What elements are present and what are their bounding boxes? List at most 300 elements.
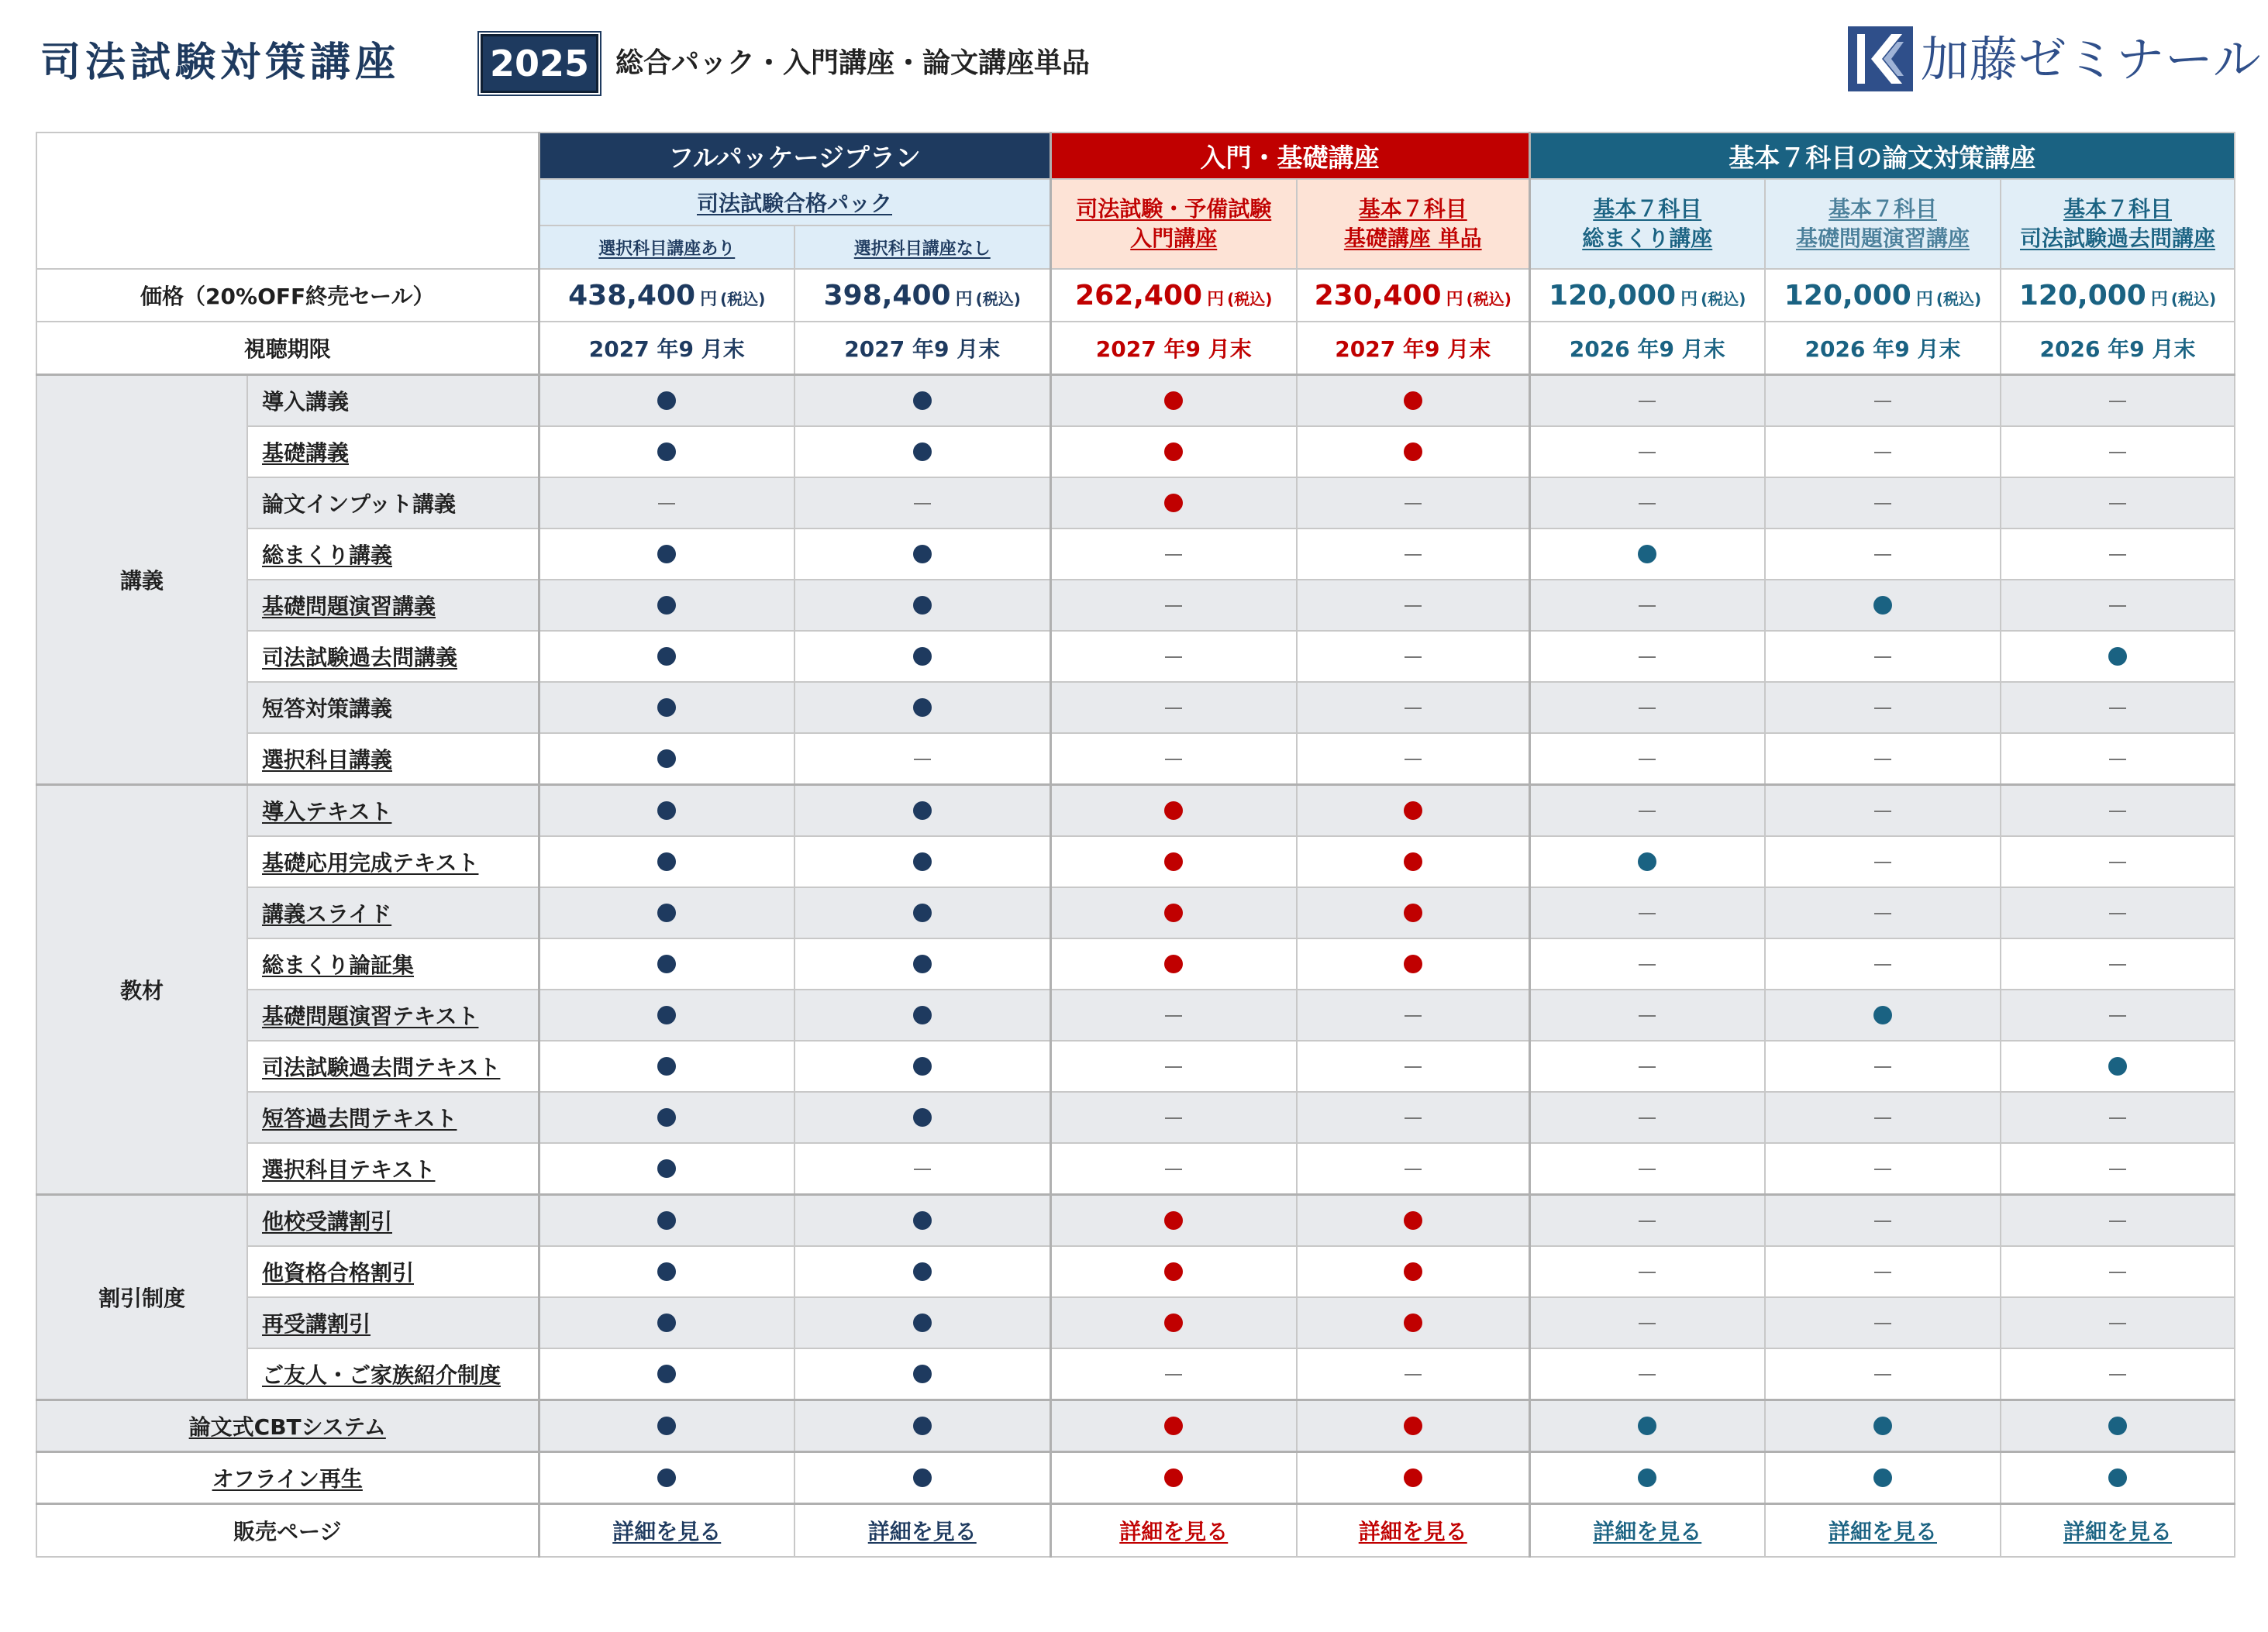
mark-cell bbox=[1297, 1348, 1529, 1400]
price-value: 262,400 bbox=[1075, 279, 1203, 312]
included-dot-icon bbox=[657, 852, 676, 871]
included-dot-icon bbox=[1164, 494, 1183, 512]
mark-cell bbox=[539, 1092, 794, 1143]
course-kakomon-line2[interactable]: 司法試験過去問講座 bbox=[2020, 226, 2216, 251]
mark-cell bbox=[1297, 426, 1529, 477]
mark-cell bbox=[1765, 938, 2001, 990]
not-included-dash-icon bbox=[1874, 1272, 1891, 1273]
included-dot-icon bbox=[657, 1468, 676, 1487]
feature-link[interactable]: 司法試験過去問講義 bbox=[262, 645, 458, 670]
mark-cell bbox=[1050, 1041, 1297, 1092]
course-basic[interactable] bbox=[1297, 179, 1529, 269]
details-link[interactable]: 詳細を見る bbox=[867, 1519, 977, 1544]
feature-name[interactable] bbox=[247, 733, 539, 785]
mark-cell bbox=[2001, 1041, 2235, 1092]
not-included-dash-icon bbox=[2109, 1169, 2126, 1170]
viewing-period-cell: 2027 年9 月末 bbox=[1050, 322, 1297, 375]
not-included-dash-icon bbox=[1405, 1066, 1422, 1068]
course-kakomon-line1[interactable]: 基本７科目 bbox=[2063, 196, 2173, 222]
mark-cell bbox=[794, 477, 1050, 529]
table-corner bbox=[36, 133, 539, 269]
not-included-dash-icon bbox=[1639, 605, 1656, 607]
details-link-cell[interactable] bbox=[1297, 1504, 1529, 1558]
mark-cell bbox=[1765, 682, 2001, 733]
mark-cell bbox=[539, 938, 794, 990]
mark-cell bbox=[794, 426, 1050, 477]
included-dot-icon bbox=[913, 1365, 932, 1383]
pack-variant-with-elective[interactable] bbox=[539, 226, 794, 269]
included-dot-icon bbox=[1638, 545, 1656, 563]
not-included-dash-icon bbox=[1874, 862, 1891, 863]
details-link[interactable]: 詳細を見る bbox=[1358, 1519, 1467, 1544]
not-included-dash-icon bbox=[1405, 605, 1422, 607]
included-dot-icon bbox=[1404, 955, 1422, 973]
feature-link[interactable]: 総まくり講義 bbox=[262, 542, 393, 568]
included-dot-icon bbox=[913, 1468, 932, 1487]
feature-link[interactable]: 論文式CBTシステム bbox=[188, 1414, 386, 1440]
mark-cell bbox=[1529, 785, 1765, 837]
mark-cell bbox=[2001, 529, 2235, 580]
included-dot-icon bbox=[1404, 801, 1422, 820]
not-included-dash-icon bbox=[2109, 1221, 2126, 1222]
not-included-dash-icon bbox=[2109, 708, 2126, 709]
feature-link[interactable]: 選択科目テキスト bbox=[262, 1157, 436, 1183]
mark-cell bbox=[1050, 1092, 1297, 1143]
mark-cell bbox=[1297, 887, 1529, 938]
not-included-dash-icon bbox=[2109, 1015, 2126, 1017]
included-dot-icon bbox=[2108, 1468, 2127, 1487]
course-soumakuri[interactable] bbox=[1529, 179, 1765, 269]
included-dot-icon bbox=[657, 801, 676, 820]
mark-cell bbox=[1297, 631, 1529, 682]
details-link[interactable]: 詳細を見る bbox=[1828, 1519, 1937, 1544]
not-included-dash-icon bbox=[1639, 1221, 1656, 1222]
feature-row bbox=[36, 1348, 2235, 1400]
details-link-cell[interactable] bbox=[1050, 1504, 1297, 1558]
mark-cell bbox=[1050, 733, 1297, 785]
price-tax-note: (税込) bbox=[1227, 289, 1273, 308]
feature-row bbox=[36, 785, 2235, 837]
not-included-dash-icon bbox=[2109, 503, 2126, 504]
feature-name[interactable] bbox=[247, 631, 539, 682]
included-dot-icon bbox=[913, 596, 932, 615]
feature-name[interactable] bbox=[247, 836, 539, 887]
included-dot-icon bbox=[1873, 1417, 1892, 1435]
mark-cell bbox=[1297, 1143, 1529, 1195]
feature-row bbox=[36, 1092, 2235, 1143]
mark-cell bbox=[1050, 426, 1297, 477]
mark-cell bbox=[1297, 1246, 1529, 1297]
not-included-dash-icon bbox=[1639, 913, 1656, 914]
year-badge: 2025 bbox=[481, 34, 598, 93]
not-included-dash-icon bbox=[1639, 1169, 1656, 1170]
included-dot-icon bbox=[657, 1262, 676, 1281]
details-link-cell[interactable] bbox=[2001, 1504, 2235, 1558]
mark-cell bbox=[1529, 375, 1765, 427]
not-included-dash-icon bbox=[1405, 759, 1422, 760]
price-cell bbox=[794, 269, 1050, 322]
feature-link[interactable]: 基礎講義 bbox=[262, 440, 350, 466]
included-dot-icon bbox=[1638, 1417, 1656, 1435]
mark-cell bbox=[1297, 1041, 1529, 1092]
course-basic-line1[interactable]: 基本７科目 bbox=[1358, 196, 1467, 222]
mark-cell bbox=[2001, 631, 2235, 682]
feature-link[interactable]: 短答過去問テキスト bbox=[262, 1106, 457, 1131]
not-included-dash-icon bbox=[2109, 913, 2126, 914]
mark-cell bbox=[1050, 1195, 1297, 1247]
price-unit: 円 bbox=[955, 289, 973, 309]
not-included-dash-icon bbox=[1165, 708, 1182, 709]
mark-cell bbox=[1297, 1452, 1529, 1504]
price-value: 120,000 bbox=[1784, 279, 1911, 312]
not-included-dash-icon bbox=[1639, 1374, 1656, 1375]
pack-variant-with-elective-label[interactable]: 選択科目講座あり bbox=[598, 239, 736, 259]
mark-cell bbox=[1050, 938, 1297, 990]
feature-link[interactable]: 基礎問題演習講義 bbox=[262, 594, 436, 619]
not-included-dash-icon bbox=[2109, 1323, 2126, 1324]
price-tax-note: (税込) bbox=[1935, 289, 1982, 308]
mark-cell bbox=[1297, 1195, 1529, 1247]
mark-cell bbox=[539, 836, 794, 887]
included-dot-icon bbox=[1404, 1314, 1422, 1332]
not-included-dash-icon bbox=[1639, 1066, 1656, 1068]
course-kiso-enshu[interactable] bbox=[1765, 179, 2001, 269]
mark-cell bbox=[539, 1143, 794, 1195]
mark-cell bbox=[1050, 529, 1297, 580]
period-row-label: 視聴期限 bbox=[36, 322, 539, 375]
course-basic-line2[interactable]: 基礎講座 単品 bbox=[1343, 226, 1482, 251]
price-unit: 円 bbox=[1207, 289, 1225, 309]
not-included-dash-icon bbox=[1874, 1117, 1891, 1119]
not-included-dash-icon bbox=[2109, 862, 2126, 863]
mark-cell bbox=[1765, 375, 2001, 427]
feature-name[interactable] bbox=[247, 1297, 539, 1348]
details-link[interactable]: 詳細を見る bbox=[1593, 1519, 1702, 1544]
included-dot-icon bbox=[913, 1108, 932, 1127]
feature-name[interactable] bbox=[247, 1092, 539, 1143]
not-included-dash-icon bbox=[1874, 1066, 1891, 1068]
mark-cell bbox=[2001, 1195, 2235, 1247]
feature-link[interactable]: 導入テキスト bbox=[262, 799, 392, 825]
feature-name[interactable] bbox=[247, 1195, 539, 1247]
course-intro-line2[interactable]: 入門講座 bbox=[1130, 226, 1218, 251]
details-link-cell[interactable] bbox=[539, 1504, 794, 1558]
mark-cell bbox=[1765, 1297, 2001, 1348]
mark-cell bbox=[539, 682, 794, 733]
not-included-dash-icon bbox=[914, 759, 931, 760]
mark-cell bbox=[794, 733, 1050, 785]
included-dot-icon bbox=[2108, 1057, 2127, 1076]
mark-cell bbox=[1050, 887, 1297, 938]
not-included-dash-icon bbox=[1874, 1374, 1891, 1375]
mark-cell bbox=[2001, 1348, 2235, 1400]
price-tax-note: (税込) bbox=[975, 289, 1021, 308]
feature-label: 論文インプット講義 bbox=[262, 491, 457, 517]
included-dot-icon bbox=[1164, 1262, 1183, 1281]
included-dot-icon bbox=[1164, 1417, 1183, 1435]
included-dot-icon bbox=[913, 904, 932, 922]
included-dot-icon bbox=[1638, 1468, 1656, 1487]
not-included-dash-icon bbox=[1874, 554, 1891, 556]
included-dot-icon bbox=[657, 749, 676, 768]
mark-cell bbox=[794, 682, 1050, 733]
viewing-period-cell: 2026 年9 月末 bbox=[2001, 322, 2235, 375]
price-tax-note: (税込) bbox=[1701, 289, 1746, 308]
feature-link[interactable]: 講義スライド bbox=[262, 901, 392, 927]
mark-cell bbox=[2001, 1143, 2235, 1195]
feature-link[interactable]: 総まくり論証集 bbox=[262, 952, 415, 978]
not-included-dash-icon bbox=[2109, 759, 2126, 760]
not-included-dash-icon bbox=[2109, 452, 2126, 453]
included-dot-icon bbox=[913, 647, 932, 666]
mark-cell bbox=[1529, 1452, 1765, 1504]
mark-cell bbox=[1765, 580, 2001, 631]
price-cell bbox=[1050, 269, 1297, 322]
mark-cell bbox=[1765, 733, 2001, 785]
mark-cell bbox=[1765, 887, 2001, 938]
details-link-cell[interactable] bbox=[1765, 1504, 2001, 1558]
mark-cell bbox=[2001, 375, 2235, 427]
mark-cell bbox=[1050, 836, 1297, 887]
group-header-essay: 基本７科目の論文対策講座 bbox=[1529, 133, 2235, 179]
feature-row bbox=[36, 529, 2235, 580]
not-included-dash-icon bbox=[658, 503, 675, 504]
feature-row bbox=[36, 938, 2235, 990]
not-included-dash-icon bbox=[1405, 1374, 1422, 1375]
included-dot-icon bbox=[657, 1365, 676, 1383]
not-included-dash-icon bbox=[1874, 1169, 1891, 1170]
not-included-dash-icon bbox=[1405, 1015, 1422, 1017]
price-unit: 円 bbox=[1446, 289, 1463, 309]
mark-cell bbox=[2001, 682, 2235, 733]
not-included-dash-icon bbox=[1639, 401, 1656, 402]
mark-cell bbox=[1529, 1143, 1765, 1195]
not-included-dash-icon bbox=[1874, 656, 1891, 658]
feature-link[interactable]: 再受講割引 bbox=[262, 1311, 371, 1337]
course-intro[interactable] bbox=[1050, 179, 1297, 269]
feature-name[interactable] bbox=[36, 1400, 539, 1452]
not-included-dash-icon bbox=[1874, 452, 1891, 453]
price-value: 230,400 bbox=[1314, 279, 1442, 312]
included-dot-icon bbox=[913, 1057, 932, 1076]
mark-cell bbox=[1050, 580, 1297, 631]
mark-cell bbox=[2001, 1297, 2235, 1348]
feature-link[interactable]: ご友人・ご家族紹介制度 bbox=[262, 1362, 502, 1388]
not-included-dash-icon bbox=[1405, 1169, 1422, 1170]
feature-name[interactable] bbox=[247, 580, 539, 631]
included-dot-icon bbox=[1164, 955, 1183, 973]
course-pack-name[interactable] bbox=[539, 179, 1050, 226]
mark-cell bbox=[1297, 1400, 1529, 1452]
mark-cell bbox=[1050, 631, 1297, 682]
included-dot-icon bbox=[1873, 1006, 1892, 1024]
course-kiso-enshu-line1[interactable]: 基本７科目 bbox=[1828, 196, 1937, 222]
feature-row bbox=[36, 580, 2235, 631]
mark-cell bbox=[2001, 1452, 2235, 1504]
mark-cell bbox=[1529, 1195, 1765, 1247]
course-soumakuri-line2[interactable]: 総まくり講座 bbox=[1582, 226, 1713, 251]
course-kakomon[interactable] bbox=[2001, 179, 2235, 269]
mark-cell bbox=[1765, 1452, 2001, 1504]
feature-name[interactable] bbox=[247, 990, 539, 1041]
mark-cell bbox=[539, 580, 794, 631]
feature-label: 短答対策講義 bbox=[262, 696, 393, 721]
details-link-cell[interactable] bbox=[794, 1504, 1050, 1558]
mark-cell bbox=[1765, 990, 2001, 1041]
not-included-dash-icon bbox=[1165, 1066, 1182, 1068]
not-included-dash-icon bbox=[1165, 1117, 1182, 1119]
mark-cell bbox=[539, 990, 794, 1041]
mark-cell bbox=[1050, 1400, 1297, 1452]
feature-name[interactable] bbox=[247, 1246, 539, 1297]
course-pack-link[interactable]: 司法試験合格パック bbox=[696, 191, 892, 216]
price-cell bbox=[1765, 269, 2001, 322]
mark-cell bbox=[794, 1246, 1050, 1297]
feature-name[interactable] bbox=[247, 426, 539, 477]
included-dot-icon bbox=[913, 801, 932, 820]
mark-cell bbox=[2001, 477, 2235, 529]
mark-cell bbox=[1297, 477, 1529, 529]
not-included-dash-icon bbox=[1639, 503, 1656, 504]
mark-cell bbox=[1050, 1246, 1297, 1297]
feature-name[interactable] bbox=[247, 529, 539, 580]
details-link[interactable]: 詳細を見る bbox=[612, 1519, 722, 1544]
category-label: 割引制度 bbox=[36, 1195, 247, 1400]
brand-logo-icon bbox=[1848, 26, 1913, 91]
mark-cell bbox=[539, 529, 794, 580]
mark-cell bbox=[539, 1400, 794, 1452]
mark-cell bbox=[1529, 580, 1765, 631]
course-intro-line1[interactable]: 司法試験・予備試験 bbox=[1076, 196, 1272, 222]
mark-cell bbox=[1297, 529, 1529, 580]
mark-cell bbox=[1529, 1400, 1765, 1452]
page-subtitle: 総合パック・入門講座・論文講座単品 bbox=[615, 47, 1091, 79]
mark-cell bbox=[539, 733, 794, 785]
feature-name[interactable] bbox=[36, 1452, 539, 1504]
included-dot-icon bbox=[913, 1417, 932, 1435]
included-dot-icon bbox=[1404, 904, 1422, 922]
feature-name[interactable] bbox=[247, 887, 539, 938]
viewing-period-cell: 2026 年9 月末 bbox=[1765, 322, 2001, 375]
feature-name[interactable] bbox=[247, 1041, 539, 1092]
mark-cell bbox=[2001, 426, 2235, 477]
feature-name[interactable] bbox=[247, 938, 539, 990]
details-link-cell[interactable] bbox=[1529, 1504, 1765, 1558]
not-included-dash-icon bbox=[1639, 1117, 1656, 1119]
included-dot-icon bbox=[2108, 1417, 2127, 1435]
feature-link[interactable]: 基礎問題演習テキスト bbox=[262, 1004, 479, 1029]
course-kiso-enshu-line2[interactable]: 基礎問題演習講座 bbox=[1795, 226, 1970, 251]
not-included-dash-icon bbox=[1874, 708, 1891, 709]
feature-link[interactable]: 司法試験過去問テキスト bbox=[262, 1055, 501, 1080]
included-dot-icon bbox=[2108, 647, 2127, 666]
included-dot-icon bbox=[1164, 442, 1183, 461]
mark-cell bbox=[1050, 1143, 1297, 1195]
included-dot-icon bbox=[913, 955, 932, 973]
feature-link[interactable]: 基礎応用完成テキスト bbox=[262, 850, 479, 876]
details-link[interactable]: 詳細を見る bbox=[1119, 1519, 1229, 1544]
mark-cell bbox=[1050, 477, 1297, 529]
mark-cell bbox=[794, 1400, 1050, 1452]
mark-cell bbox=[2001, 1400, 2235, 1452]
course-soumakuri-line1[interactable]: 基本７科目 bbox=[1593, 196, 1702, 222]
mark-cell bbox=[794, 529, 1050, 580]
viewing-period-cell: 2027 年9 月末 bbox=[794, 322, 1050, 375]
feature-name[interactable] bbox=[247, 785, 539, 837]
not-included-dash-icon bbox=[1874, 503, 1891, 504]
mark-cell bbox=[1529, 1348, 1765, 1400]
price-cell bbox=[539, 269, 794, 322]
feature-name[interactable] bbox=[247, 1143, 539, 1195]
viewing-period-cell: 2026 年9 月末 bbox=[1529, 322, 1765, 375]
not-included-dash-icon bbox=[1165, 554, 1182, 556]
mark-cell bbox=[1297, 938, 1529, 990]
feature-label: 導入講義 bbox=[262, 389, 350, 415]
pack-variant-without-elective[interactable] bbox=[794, 226, 1050, 269]
included-dot-icon bbox=[657, 596, 676, 615]
mark-cell bbox=[2001, 938, 2235, 990]
viewing-period-cell: 2027 年9 月末 bbox=[539, 322, 794, 375]
mark-cell bbox=[1050, 375, 1297, 427]
not-included-dash-icon bbox=[1639, 811, 1656, 812]
mark-cell bbox=[2001, 733, 2235, 785]
price-value: 398,400 bbox=[823, 279, 951, 312]
mark-cell bbox=[794, 1348, 1050, 1400]
feature-name bbox=[247, 375, 539, 427]
feature-row bbox=[36, 1400, 2235, 1452]
included-dot-icon bbox=[657, 647, 676, 666]
mark-cell bbox=[1765, 1143, 2001, 1195]
feature-name[interactable] bbox=[247, 1348, 539, 1400]
included-dot-icon bbox=[1164, 391, 1183, 410]
mark-cell bbox=[1529, 477, 1765, 529]
not-included-dash-icon bbox=[1639, 759, 1656, 760]
mark-cell bbox=[1529, 1041, 1765, 1092]
included-dot-icon bbox=[657, 1159, 676, 1178]
mark-cell bbox=[794, 990, 1050, 1041]
included-dot-icon bbox=[1164, 1468, 1183, 1487]
price-unit: 円 bbox=[1680, 289, 1698, 309]
feature-row bbox=[36, 682, 2235, 733]
feature-link[interactable]: オフライン再生 bbox=[212, 1466, 363, 1492]
mark-cell bbox=[539, 1348, 794, 1400]
feature-row bbox=[36, 1452, 2235, 1504]
not-included-dash-icon bbox=[1874, 913, 1891, 914]
feature-link[interactable]: 選択科目講義 bbox=[262, 747, 393, 773]
mark-cell bbox=[1529, 1246, 1765, 1297]
details-link[interactable]: 詳細を見る bbox=[2063, 1519, 2173, 1544]
feature-link[interactable]: 他校受講割引 bbox=[262, 1209, 393, 1234]
mark-cell bbox=[1297, 682, 1529, 733]
viewing-period-cell: 2027 年9 月末 bbox=[1297, 322, 1529, 375]
feature-row bbox=[36, 1041, 2235, 1092]
mark-cell bbox=[2001, 785, 2235, 837]
mark-cell bbox=[539, 375, 794, 427]
mark-cell bbox=[794, 938, 1050, 990]
included-dot-icon bbox=[657, 1006, 676, 1024]
included-dot-icon bbox=[1164, 852, 1183, 871]
mark-cell bbox=[539, 426, 794, 477]
not-included-dash-icon bbox=[1405, 708, 1422, 709]
included-dot-icon bbox=[1164, 801, 1183, 820]
pack-variant-without-elective-label[interactable]: 選択科目講座なし bbox=[853, 239, 991, 259]
mark-cell bbox=[1529, 836, 1765, 887]
brand-logo[interactable] bbox=[1848, 26, 2262, 93]
feature-link[interactable]: 他資格合格割引 bbox=[262, 1260, 415, 1286]
mark-cell bbox=[539, 1041, 794, 1092]
mark-cell bbox=[1529, 1092, 1765, 1143]
included-dot-icon bbox=[913, 1314, 932, 1332]
